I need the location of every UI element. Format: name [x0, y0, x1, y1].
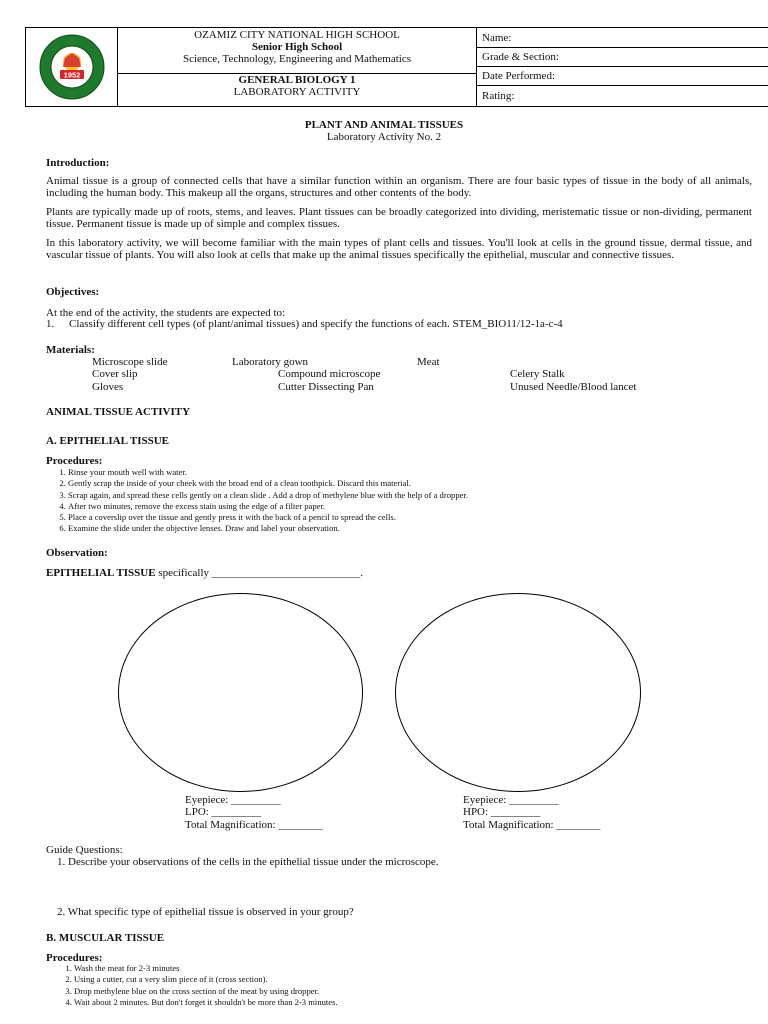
table-divider	[477, 47, 768, 48]
list-item: 1. Wash the meat for 2-3 minutes	[74, 963, 768, 974]
guide-question: 1. Describe your observations of the cells in the epithelial tissue under the microscope.	[57, 856, 439, 868]
svg-text:1952: 1952	[63, 70, 81, 80]
department: Senior High School	[251, 41, 343, 53]
epithelial-heading: A. EPITHELIAL TISSUE	[46, 435, 169, 447]
specifically-line	[46, 567, 363, 579]
school-seal-logo	[39, 34, 105, 100]
strand: Science, Technology, Engineering and Mathematics	[182, 53, 412, 65]
material-item: Cutter Dissecting Pan	[278, 381, 374, 393]
list-item: 2. Using a cutter, cut a very slim piece of it (cross section).	[74, 974, 768, 985]
name-field[interactable]: Name:	[482, 32, 512, 44]
lpo-label: LPO: _________	[185, 806, 262, 818]
material-item: Unused Needle/Blood lancet	[510, 381, 637, 393]
list-item: 3. Drop methylene blue on the cross section of the meat by using dropper.	[74, 986, 768, 997]
material-item: Gloves	[92, 381, 124, 393]
specifically-blank[interactable]: specifically ___________________________.	[158, 567, 363, 579]
list-item: 1. Rinse your mouth well with water.	[68, 467, 768, 478]
objective-number: 1.	[46, 318, 55, 330]
objective-item: Classify different cell types (of plant/animal tissues) and specify the functions of each. STEM_BIO11/12-1a-c-4	[69, 318, 563, 330]
muscular-heading: B. MUSCULAR TISSUE	[46, 932, 165, 944]
page-title: PLANT AND ANIMAL TISSUES	[304, 119, 464, 131]
list-item: 5. Place a coverslip over the tissue and gently press it with the back of a pencil to spread the cells.	[68, 512, 768, 523]
guide-question: 2. What specific type of epithelial tissue is observed in your group?	[57, 906, 354, 918]
procedures-heading: Procedures:	[46, 952, 103, 964]
material-item: Cover slip	[92, 368, 138, 380]
material-item: Compound microscope	[278, 368, 381, 380]
grade-section-field[interactable]: Grade & Section:	[482, 51, 559, 63]
date-performed-field[interactable]: Date Performed:	[482, 70, 555, 82]
material-item: Laboratory gown	[232, 356, 309, 368]
rating-field[interactable]: Rating:	[482, 90, 515, 102]
eyepiece-label: Eyepiece: _________	[463, 794, 559, 806]
intro-paragraph: Plants are typically made up of roots, stems, and leaves. Plant tissues can be broadly categorized into dividing, meristematic tissue or non-dividing, permanent tissue. Permanent tissue is made up of simple and complex tissues.	[46, 206, 752, 231]
intro-paragraph: Animal tissue is a group of connected cells that have a similar function within an organism. There are four basic types of tissue in the body of all animals, including the human body. This makeup all the organs, structures and other contents of the body.	[46, 175, 752, 200]
introduction-heading: Introduction:	[46, 157, 110, 169]
list-item: 4. After two minutes, remove the excess stain using the edge of a filter paper.	[68, 501, 768, 512]
activity-type: LABORATORY ACTIVITY	[233, 86, 361, 98]
school-name: OZAMIZ CITY NATIONAL HIGH SCHOOL	[194, 29, 400, 41]
eyepiece-label: Eyepiece: _________	[185, 794, 281, 806]
observation-heading: Observation:	[46, 547, 108, 559]
drawing-circle-lpo[interactable]	[118, 593, 363, 792]
materials-heading: Materials:	[46, 344, 95, 356]
intro-paragraph: In this laboratory activity, we will become familiar with the main types of plant cells and tissues. You'll look at cells in the ground tissue, dermal tissue, and vascular tissue of plants. You will also look at cells that make up the animal tissues specifically the epithelial, muscular and connective tissues.	[46, 237, 752, 262]
header-table	[25, 27, 768, 107]
objectives-heading: Objectives:	[46, 286, 100, 298]
tissue-label: EPITHELIAL TISSUE	[46, 567, 156, 579]
guide-questions-heading: Guide Questions:	[46, 844, 123, 856]
section-heading: ANIMAL TISSUE ACTIVITY	[46, 406, 191, 418]
total-magnification-label: Total Magnification: ________	[463, 819, 601, 831]
list-item: 4. Wait about 2 minutes. But don't forget it shouldn't be more than 2-3 minutes.	[74, 997, 768, 1008]
activity-number: Laboratory Activity No. 2	[326, 131, 442, 143]
table-divider	[476, 28, 477, 106]
objectives-lead: At the end of the activity, the students are expected to:	[46, 307, 286, 319]
material-item: Microscope slide	[92, 356, 168, 368]
procedure-list	[46, 467, 768, 535]
hpo-label: HPO: _________	[463, 806, 541, 818]
material-item: Meat	[417, 356, 440, 368]
list-item: 3. Scrap again, and spread these cells gently on a clean slide . Add a drop of methylene blue with the help of a dropper.	[68, 490, 768, 501]
procedures-heading: Procedures:	[46, 455, 103, 467]
list-item: 2. Gently scrap the inside of your cheek with the broad end of a clean toothpick. Discard this material.	[68, 478, 768, 489]
table-divider	[477, 85, 768, 86]
material-item: Celery Stalk	[510, 368, 565, 380]
list-item: 6. Examine the slide under the objective lenses. Draw and label your observation.	[68, 523, 768, 534]
drawing-circle-hpo[interactable]	[395, 593, 641, 792]
table-divider	[477, 66, 768, 67]
total-magnification-label: Total Magnification: ________	[185, 819, 323, 831]
procedure-list	[46, 963, 768, 1008]
subject-title: GENERAL BIOLOGY 1	[238, 74, 356, 86]
